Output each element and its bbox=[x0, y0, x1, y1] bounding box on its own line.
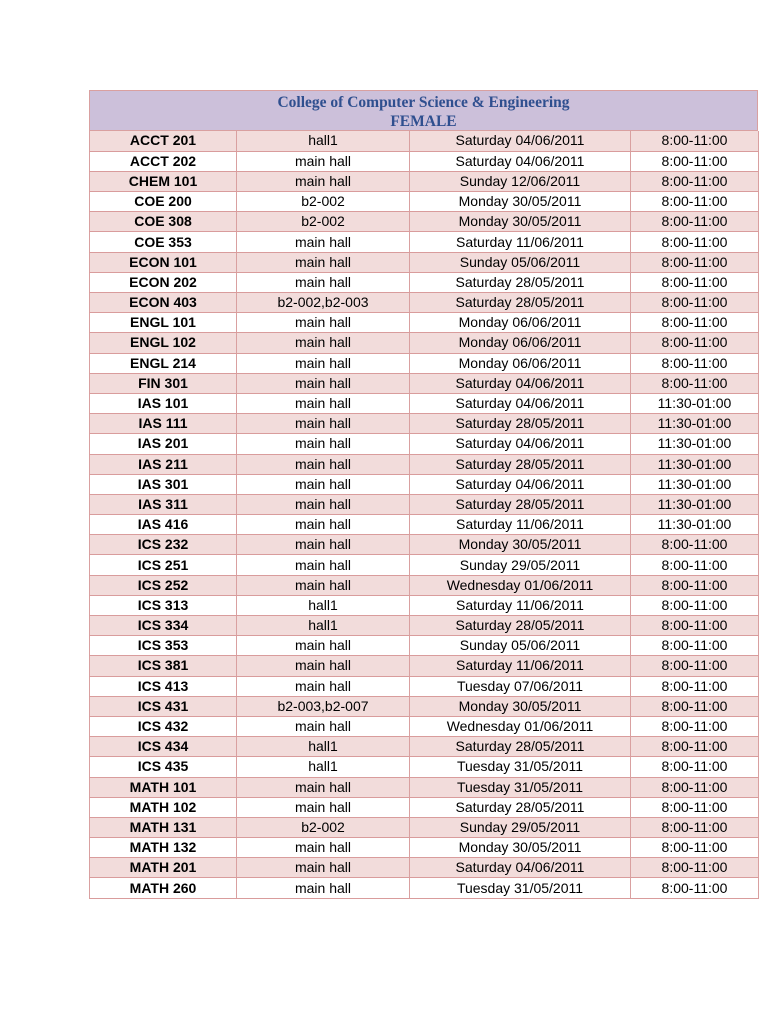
course-cell: IAS 301 bbox=[90, 474, 237, 494]
date-cell: Saturday 28/05/2011 bbox=[410, 494, 631, 514]
table-row bbox=[90, 212, 759, 232]
table-row bbox=[90, 555, 759, 575]
date-cell: Monday 30/05/2011 bbox=[410, 696, 631, 716]
table-row bbox=[90, 192, 759, 212]
date-cell: Saturday 11/06/2011 bbox=[410, 595, 631, 615]
course-cell: ICS 413 bbox=[90, 676, 237, 696]
date-cell: Saturday 28/05/2011 bbox=[410, 293, 631, 313]
time-cell: 8:00-11:00 bbox=[631, 656, 759, 676]
room-cell: b2-002 bbox=[237, 817, 410, 837]
room-cell: main hall bbox=[237, 575, 410, 595]
table-row bbox=[90, 878, 759, 898]
time-cell: 8:00-11:00 bbox=[631, 252, 759, 272]
date-cell: Monday 06/06/2011 bbox=[410, 333, 631, 353]
date-cell: Wednesday 01/06/2011 bbox=[410, 575, 631, 595]
date-cell: Tuesday 31/05/2011 bbox=[410, 757, 631, 777]
table-row bbox=[90, 474, 759, 494]
course-cell: IAS 311 bbox=[90, 494, 237, 514]
date-cell: Wednesday 01/06/2011 bbox=[410, 716, 631, 736]
time-cell: 11:30-01:00 bbox=[631, 515, 759, 535]
date-cell: Saturday 04/06/2011 bbox=[410, 131, 631, 151]
room-cell: main hall bbox=[237, 555, 410, 575]
table-row bbox=[90, 616, 759, 636]
date-cell: Saturday 28/05/2011 bbox=[410, 616, 631, 636]
course-cell: ICS 251 bbox=[90, 555, 237, 575]
time-cell: 8:00-11:00 bbox=[631, 353, 759, 373]
time-cell: 8:00-11:00 bbox=[631, 817, 759, 837]
time-cell: 8:00-11:00 bbox=[631, 878, 759, 898]
table-row bbox=[90, 575, 759, 595]
course-cell: IAS 111 bbox=[90, 414, 237, 434]
course-cell: ICS 435 bbox=[90, 757, 237, 777]
schedule-rows bbox=[90, 131, 759, 898]
time-cell: 8:00-11:00 bbox=[631, 232, 759, 252]
table-row bbox=[90, 656, 759, 676]
course-cell: COE 308 bbox=[90, 212, 237, 232]
time-cell: 8:00-11:00 bbox=[631, 333, 759, 353]
room-cell: main hall bbox=[237, 252, 410, 272]
date-cell: Monday 30/05/2011 bbox=[410, 192, 631, 212]
date-cell: Sunday 29/05/2011 bbox=[410, 555, 631, 575]
room-cell: main hall bbox=[237, 494, 410, 514]
room-cell: hall1 bbox=[237, 616, 410, 636]
time-cell: 8:00-11:00 bbox=[631, 858, 759, 878]
course-cell: ENGL 101 bbox=[90, 313, 237, 333]
time-cell: 8:00-11:00 bbox=[631, 676, 759, 696]
time-cell: 11:30-01:00 bbox=[631, 474, 759, 494]
course-cell: ICS 431 bbox=[90, 696, 237, 716]
room-cell: main hall bbox=[237, 393, 410, 413]
room-cell: main hall bbox=[237, 716, 410, 736]
table-row bbox=[90, 696, 759, 716]
table-row bbox=[90, 353, 759, 373]
course-cell: IAS 211 bbox=[90, 454, 237, 474]
room-cell: hall1 bbox=[237, 737, 410, 757]
room-cell: main hall bbox=[237, 838, 410, 858]
time-cell: 11:30-01:00 bbox=[631, 414, 759, 434]
room-cell: main hall bbox=[237, 777, 410, 797]
course-cell: ECON 202 bbox=[90, 272, 237, 292]
table-header bbox=[89, 90, 758, 131]
table-row bbox=[90, 494, 759, 514]
table-row bbox=[90, 777, 759, 797]
time-cell: 8:00-11:00 bbox=[631, 777, 759, 797]
date-cell: Saturday 28/05/2011 bbox=[410, 737, 631, 757]
date-cell: Saturday 04/06/2011 bbox=[410, 474, 631, 494]
time-cell: 8:00-11:00 bbox=[631, 272, 759, 292]
table-row bbox=[90, 313, 759, 333]
table-row bbox=[90, 252, 759, 272]
time-cell: 11:30-01:00 bbox=[631, 494, 759, 514]
date-cell: Sunday 29/05/2011 bbox=[410, 817, 631, 837]
course-cell: ACCT 201 bbox=[90, 131, 237, 151]
course-cell: MATH 102 bbox=[90, 797, 237, 817]
course-cell: ICS 434 bbox=[90, 737, 237, 757]
room-cell: main hall bbox=[237, 878, 410, 898]
date-cell: Tuesday 31/05/2011 bbox=[410, 777, 631, 797]
time-cell: 8:00-11:00 bbox=[631, 131, 759, 151]
date-cell: Tuesday 07/06/2011 bbox=[410, 676, 631, 696]
table-row bbox=[90, 373, 759, 393]
time-cell: 8:00-11:00 bbox=[631, 293, 759, 313]
table-row bbox=[90, 797, 759, 817]
course-cell: FIN 301 bbox=[90, 373, 237, 393]
exam-schedule-table bbox=[89, 131, 759, 899]
table-row bbox=[90, 131, 759, 151]
date-cell: Sunday 05/06/2011 bbox=[410, 636, 631, 656]
table-row bbox=[90, 676, 759, 696]
time-cell: 8:00-11:00 bbox=[631, 313, 759, 333]
table-row bbox=[90, 293, 759, 313]
time-cell: 8:00-11:00 bbox=[631, 171, 759, 191]
room-cell: main hall bbox=[237, 656, 410, 676]
course-cell: ENGL 102 bbox=[90, 333, 237, 353]
time-cell: 8:00-11:00 bbox=[631, 838, 759, 858]
time-cell: 8:00-11:00 bbox=[631, 555, 759, 575]
section-title: FEMALE bbox=[390, 113, 457, 130]
time-cell: 8:00-11:00 bbox=[631, 737, 759, 757]
table-row bbox=[90, 393, 759, 413]
room-cell: main hall bbox=[237, 858, 410, 878]
room-cell: main hall bbox=[237, 333, 410, 353]
table-row bbox=[90, 171, 759, 191]
time-cell: 8:00-11:00 bbox=[631, 192, 759, 212]
course-cell: MATH 101 bbox=[90, 777, 237, 797]
room-cell: hall1 bbox=[237, 595, 410, 615]
room-cell: main hall bbox=[237, 272, 410, 292]
room-cell: b2-002 bbox=[237, 212, 410, 232]
room-cell: main hall bbox=[237, 797, 410, 817]
room-cell: main hall bbox=[237, 676, 410, 696]
time-cell: 8:00-11:00 bbox=[631, 616, 759, 636]
table-row bbox=[90, 272, 759, 292]
course-cell: ICS 334 bbox=[90, 616, 237, 636]
table-row bbox=[90, 151, 759, 171]
date-cell: Sunday 12/06/2011 bbox=[410, 171, 631, 191]
room-cell: main hall bbox=[237, 636, 410, 656]
time-cell: 8:00-11:00 bbox=[631, 575, 759, 595]
time-cell: 8:00-11:00 bbox=[631, 212, 759, 232]
date-cell: Monday 06/06/2011 bbox=[410, 353, 631, 373]
table-row bbox=[90, 454, 759, 474]
room-cell: main hall bbox=[237, 171, 410, 191]
date-cell: Saturday 04/06/2011 bbox=[410, 393, 631, 413]
table-row bbox=[90, 333, 759, 353]
date-cell: Saturday 11/06/2011 bbox=[410, 656, 631, 676]
course-cell: CHEM 101 bbox=[90, 171, 237, 191]
time-cell: 8:00-11:00 bbox=[631, 696, 759, 716]
course-cell: ICS 232 bbox=[90, 535, 237, 555]
date-cell: Saturday 04/06/2011 bbox=[410, 373, 631, 393]
table-row bbox=[90, 515, 759, 535]
room-cell: main hall bbox=[237, 232, 410, 252]
table-row bbox=[90, 595, 759, 615]
date-cell: Saturday 28/05/2011 bbox=[410, 414, 631, 434]
date-cell: Monday 30/05/2011 bbox=[410, 838, 631, 858]
course-cell: ICS 432 bbox=[90, 716, 237, 736]
course-cell: COE 200 bbox=[90, 192, 237, 212]
room-cell: main hall bbox=[237, 151, 410, 171]
table-row bbox=[90, 817, 759, 837]
date-cell: Monday 30/05/2011 bbox=[410, 212, 631, 232]
room-cell: main hall bbox=[237, 373, 410, 393]
time-cell: 11:30-01:00 bbox=[631, 393, 759, 413]
course-cell: MATH 131 bbox=[90, 817, 237, 837]
table-row bbox=[90, 737, 759, 757]
course-cell: MATH 260 bbox=[90, 878, 237, 898]
table-row bbox=[90, 858, 759, 878]
course-cell: ICS 381 bbox=[90, 656, 237, 676]
course-cell: ICS 252 bbox=[90, 575, 237, 595]
course-cell: ICS 353 bbox=[90, 636, 237, 656]
room-cell: b2-002 bbox=[237, 192, 410, 212]
room-cell: hall1 bbox=[237, 131, 410, 151]
time-cell: 8:00-11:00 bbox=[631, 757, 759, 777]
time-cell: 8:00-11:00 bbox=[631, 716, 759, 736]
table-row bbox=[90, 232, 759, 252]
course-cell: ECON 403 bbox=[90, 293, 237, 313]
course-cell: COE 353 bbox=[90, 232, 237, 252]
course-cell: IAS 101 bbox=[90, 393, 237, 413]
date-cell: Sunday 05/06/2011 bbox=[410, 252, 631, 272]
room-cell: main hall bbox=[237, 535, 410, 555]
time-cell: 8:00-11:00 bbox=[631, 797, 759, 817]
time-cell: 8:00-11:00 bbox=[631, 595, 759, 615]
course-cell: ACCT 202 bbox=[90, 151, 237, 171]
date-cell: Saturday 11/06/2011 bbox=[410, 515, 631, 535]
college-title: College of Computer Science & Engineering bbox=[277, 94, 570, 111]
date-cell: Saturday 28/05/2011 bbox=[410, 797, 631, 817]
date-cell: Monday 30/05/2011 bbox=[410, 535, 631, 555]
room-cell: b2-003,b2-007 bbox=[237, 696, 410, 716]
course-cell: ECON 101 bbox=[90, 252, 237, 272]
time-cell: 8:00-11:00 bbox=[631, 636, 759, 656]
time-cell: 11:30-01:00 bbox=[631, 434, 759, 454]
course-cell: IAS 416 bbox=[90, 515, 237, 535]
room-cell: main hall bbox=[237, 313, 410, 333]
table-row bbox=[90, 838, 759, 858]
course-cell: MATH 201 bbox=[90, 858, 237, 878]
table-row bbox=[90, 414, 759, 434]
date-cell: Saturday 11/06/2011 bbox=[410, 232, 631, 252]
table-row bbox=[90, 636, 759, 656]
time-cell: 11:30-01:00 bbox=[631, 454, 759, 474]
room-cell: main hall bbox=[237, 515, 410, 535]
time-cell: 8:00-11:00 bbox=[631, 535, 759, 555]
date-cell: Saturday 28/05/2011 bbox=[410, 454, 631, 474]
time-cell: 8:00-11:00 bbox=[631, 151, 759, 171]
table-row bbox=[90, 757, 759, 777]
room-cell: main hall bbox=[237, 434, 410, 454]
room-cell: main hall bbox=[237, 353, 410, 373]
date-cell: Saturday 04/06/2011 bbox=[410, 434, 631, 454]
room-cell: main hall bbox=[237, 454, 410, 474]
course-cell: ICS 313 bbox=[90, 595, 237, 615]
date-cell: Saturday 04/06/2011 bbox=[410, 858, 631, 878]
date-cell: Tuesday 31/05/2011 bbox=[410, 878, 631, 898]
exam-schedule-sheet bbox=[89, 90, 758, 899]
time-cell: 8:00-11:00 bbox=[631, 373, 759, 393]
date-cell: Saturday 04/06/2011 bbox=[410, 151, 631, 171]
table-row bbox=[90, 434, 759, 454]
date-cell: Saturday 28/05/2011 bbox=[410, 272, 631, 292]
table-row bbox=[90, 716, 759, 736]
room-cell: hall1 bbox=[237, 757, 410, 777]
room-cell: b2-002,b2-003 bbox=[237, 293, 410, 313]
table-row bbox=[90, 535, 759, 555]
course-cell: MATH 132 bbox=[90, 838, 237, 858]
room-cell: main hall bbox=[237, 474, 410, 494]
course-cell: IAS 201 bbox=[90, 434, 237, 454]
course-cell: ENGL 214 bbox=[90, 353, 237, 373]
room-cell: main hall bbox=[237, 414, 410, 434]
date-cell: Monday 06/06/2011 bbox=[410, 313, 631, 333]
